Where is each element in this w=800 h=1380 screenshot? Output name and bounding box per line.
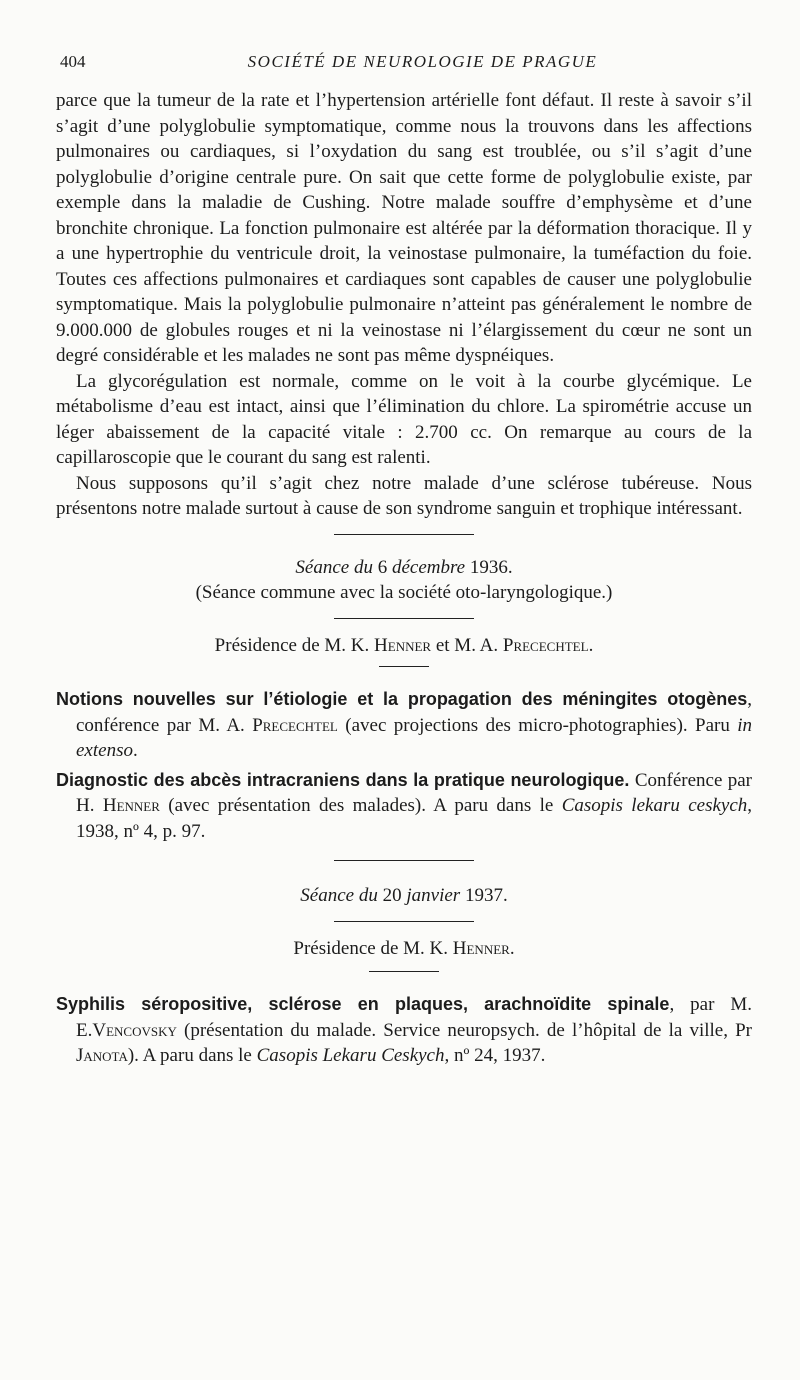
president-name: Henner (452, 937, 510, 959)
session-1-date: Séance du 6 décembre 1936. (295, 556, 513, 578)
president-name: Precechtel (502, 634, 589, 656)
paragraph-3: Nous supposons qu’il s’agit chez notre malade d’une sclérose tubéreuse. Nous présentons notre malade surtout à cause de son syndrome sanguin et trophique intéressant. (56, 472, 752, 519)
journal-name: Casopis lekaru ceskych (561, 795, 748, 816)
session-2-date: Séance du 20 janvier 1937. (300, 885, 508, 906)
communication-title: Notions nouvelles sur l’étiologie et la propagation des méningites otogènes (56, 689, 748, 709)
session-1-presidence: Présidence de M. K. Henner et M. A. Precechtel. (214, 634, 594, 656)
author-name: Precechtel (252, 714, 338, 736)
running-title: SOCIÉTÉ DE NEUROLOGIE DE PRAGUE (247, 52, 598, 71)
author-name: Henner (102, 795, 160, 816)
author-name: Vencovsky (92, 1019, 177, 1041)
communication-1: Notions nouvelles sur l’étiologie et la propagation des méningites otogènes, conférence par M. A. Precechtel (avec projections des micro-photographies). Paru in extenso. (56, 689, 753, 761)
communication-title: Syphilis séropositive, sclérose en plaques, arachnoïdite spinale (56, 994, 670, 1014)
session-1-joint-note: (Séance commune avec la société oto-laryngologique.) (195, 582, 613, 603)
page-body (56, 88, 752, 1069)
paragraph-2: La glycorégulation est normale, comme on le voit à la courbe glycémique. Le métabolisme d’eau est intact, ainsi que l’élimination du chlore. La spirométrie accuse un léger abaissement de la capacité vitale : 2.700 cc. On remarque au cours de la capillaroscopie que le courant du sang est ralenti. (56, 370, 752, 468)
session-2-presidence: Présidence de M. K. Henner. (293, 937, 515, 959)
page-header (60, 52, 755, 76)
journal-name: Casopis Lekaru Ceskych (256, 1045, 445, 1066)
chief-name: Janota (76, 1045, 128, 1066)
communication-title: Diagnostic des abcès intracraniens dans la pratique neurologique. (56, 769, 630, 790)
paragraph-1: parce que la tumeur de la rate et l’hypertension artérielle font défaut. Il reste à savoir s’il s’agit d’une polyglobulie symptomatique, comme nous la trouvons dans les affections pulmonaires ou cardiaques, si l’oxydation du sang est troublée, ou s’il s’agit d’une polyglobulie d’origine centrale pure. On sait que cette forme de polyglobulie existe, par exemple dans la maladie de Cushing. Notre malade souffre d’emphysème et d’une bronchite chronique. La fonction pulmonaire est altérée par la déformation thoracique. Il y a une hypertrophie du ventricule droit, la veinostase pulmonaire, la tuméfaction du foie. Toutes ces affections pulmonaires et cardiaques sont capables de causer une polyglobulie symptomatique. Mais la polyglobulie pulmonaire n’atteint pas généralement le nombre de 9.000.000 de globules rouges et ni la veinostase ni l’élargissement du cœur ne sont un degré considérable et les malades ne sont pas même dyspnéiques. (56, 90, 752, 366)
communication-2: Diagnostic des abcès intracraniens dans la pratique neurologique. Conférence par H. Henner (avec présentation des malades). A paru dans le Casopis lekaru ceskych, 1938, nº 4, p. 97. (56, 769, 753, 842)
president-name: Henner (374, 634, 432, 656)
communication-3: Syphilis séropositive, sclérose en plaques, arachnoïdite spinale, par M. E.Vencovsky (présentation du malade. Service neuropsych. de l’hôpital de la ville, Pr Janota). A paru dans le Casopis Lekaru Ceskych, nº 24, 1937. (56, 994, 753, 1066)
page-number: 404 (60, 52, 86, 71)
